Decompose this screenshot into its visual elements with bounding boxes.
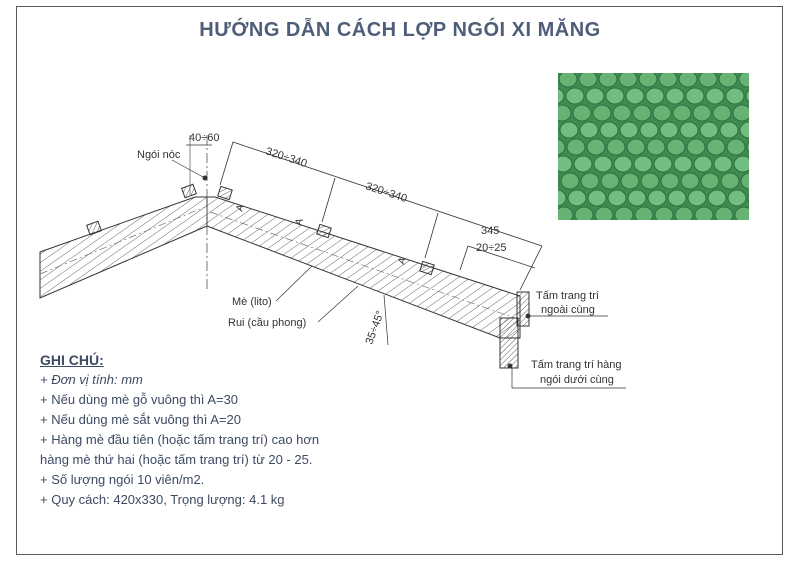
dim-spacing-1: 320÷340 bbox=[264, 145, 309, 171]
roof-tile bbox=[566, 88, 584, 104]
roof-tile bbox=[641, 173, 659, 189]
roof-tile bbox=[660, 122, 678, 138]
roof-tile bbox=[661, 173, 679, 189]
roof-tile bbox=[558, 105, 571, 121]
note-line: + Đơn vị tính: mm bbox=[40, 372, 143, 387]
roof-tile bbox=[659, 73, 677, 87]
roof-tile bbox=[734, 156, 749, 172]
roof-tile bbox=[574, 156, 592, 172]
roof-tile bbox=[580, 122, 598, 138]
note-line: + Nếu dùng mè gỗ vuông thì A=30 bbox=[40, 392, 239, 407]
roof-tile bbox=[561, 173, 579, 189]
roof-tile bbox=[579, 73, 597, 87]
roof-tile bbox=[608, 190, 626, 206]
note-line: + Quy cách: 420x330, Trọng lượng: 4.1 kg bbox=[40, 492, 285, 507]
label-outer-trim: Tấm trang trí ngoài cùng bbox=[536, 290, 599, 316]
batten bbox=[182, 184, 197, 198]
roof-tile bbox=[667, 139, 685, 155]
roof-tile bbox=[728, 190, 746, 206]
notes-heading: GHI CHÚ: bbox=[40, 352, 104, 368]
dim-spacing-2: 320÷340 bbox=[364, 180, 409, 206]
roof-tile bbox=[699, 73, 717, 87]
roof-tile bbox=[693, 105, 711, 121]
roof-tile bbox=[620, 122, 638, 138]
roof-tile bbox=[560, 122, 578, 138]
roof-tile bbox=[586, 88, 604, 104]
roof-tile bbox=[719, 73, 737, 87]
label-lower-trim: Tấm trang trí hàng ngói dưới cùng bbox=[531, 359, 622, 386]
roof-tile bbox=[594, 156, 612, 172]
dim-eave-offset: 20÷25 bbox=[476, 242, 507, 254]
roof-tile bbox=[573, 105, 591, 121]
left-rafter bbox=[40, 197, 207, 298]
roof-tile bbox=[654, 156, 672, 172]
roof-tile bbox=[607, 139, 625, 155]
roof-tile bbox=[726, 88, 744, 104]
note-line: + Nếu dùng mè sắt vuông thì A=20 bbox=[40, 412, 241, 427]
lower-trim-board bbox=[500, 318, 518, 368]
roof-tile bbox=[599, 73, 617, 87]
roof-tile bbox=[588, 190, 606, 206]
roof-tile bbox=[708, 190, 726, 206]
roof-tile bbox=[647, 139, 665, 155]
roof-tile bbox=[627, 139, 645, 155]
label-batten: Mè (lito) bbox=[232, 296, 272, 308]
roof-tile bbox=[601, 173, 619, 189]
roof-tile bbox=[668, 190, 686, 206]
roof-tile bbox=[606, 88, 624, 104]
label-slope-angle: 35÷45° bbox=[363, 309, 387, 347]
mark-a: A bbox=[234, 203, 247, 213]
roof-tile bbox=[673, 105, 691, 121]
note-line: hàng mè thứ hai (hoặc tấm trang trí) từ 20 - 25. bbox=[40, 452, 313, 467]
roof-tile bbox=[558, 156, 572, 172]
note-line: + Số lượng ngói 10 viên/m2. bbox=[40, 472, 205, 487]
roof-tile bbox=[639, 73, 657, 87]
roof-tile bbox=[694, 156, 712, 172]
mark-a: A bbox=[293, 217, 306, 227]
outer-trim-board bbox=[517, 292, 529, 326]
batten bbox=[218, 186, 233, 199]
roof-tile bbox=[653, 105, 671, 121]
roof-tile bbox=[713, 105, 731, 121]
roof-tile bbox=[674, 156, 692, 172]
roof-tile bbox=[714, 156, 732, 172]
roof-tile bbox=[720, 122, 738, 138]
roof-tile bbox=[706, 88, 724, 104]
roof-tile bbox=[634, 156, 652, 172]
roof-tile bbox=[635, 207, 653, 220]
dim-eave-length: 345 bbox=[481, 225, 500, 237]
note-line: + Hàng mè đầu tiên (hoặc tấm trang trí) cao hơn bbox=[40, 432, 320, 447]
label-rafter: Rui (cầu phong) bbox=[228, 317, 307, 329]
roof-tile bbox=[613, 105, 631, 121]
roof-tile bbox=[655, 207, 673, 220]
roof-tile bbox=[675, 207, 693, 220]
roof-tile bbox=[615, 207, 633, 220]
roof-tile bbox=[646, 88, 664, 104]
notes-section bbox=[40, 350, 500, 510]
roof-tile bbox=[679, 73, 697, 87]
roof-tile bbox=[559, 73, 577, 87]
roof-tile bbox=[733, 105, 749, 121]
page-title: HƯỚNG DẪN CÁCH LỢP NGÓI XI MĂNG bbox=[199, 19, 601, 41]
roof-tile bbox=[707, 139, 725, 155]
roof-tile bbox=[626, 88, 644, 104]
roof-tile bbox=[681, 173, 699, 189]
roof-tile bbox=[568, 190, 586, 206]
label-ridge-tile: Ngói nóc bbox=[137, 149, 181, 161]
roof-tile bbox=[648, 190, 666, 206]
roof-tile bbox=[688, 190, 706, 206]
roof-tile bbox=[721, 173, 739, 189]
roof-tile bbox=[687, 139, 705, 155]
roof-tile bbox=[619, 73, 637, 87]
roof-tile bbox=[640, 122, 658, 138]
roof-tile bbox=[700, 122, 718, 138]
roof-tile bbox=[567, 139, 585, 155]
roof-tile bbox=[695, 207, 713, 220]
roof-tile bbox=[595, 207, 613, 220]
roof-tile bbox=[581, 173, 599, 189]
tile-roof-photo bbox=[558, 73, 749, 220]
roof-tile bbox=[701, 173, 719, 189]
dim-ridge-gap: 40÷60 bbox=[189, 132, 220, 144]
roof-tile bbox=[666, 88, 684, 104]
roof-tile bbox=[575, 207, 593, 220]
roof-tile bbox=[587, 139, 605, 155]
roof-tile bbox=[621, 173, 639, 189]
roof-tile bbox=[600, 122, 618, 138]
mark-a: A bbox=[396, 256, 409, 266]
roof-tile bbox=[628, 190, 646, 206]
roof-tile bbox=[686, 88, 704, 104]
roof-tile bbox=[614, 156, 632, 172]
roof-tile bbox=[633, 105, 651, 121]
roof-tile bbox=[680, 122, 698, 138]
roof-tile bbox=[593, 105, 611, 121]
roof-tile bbox=[715, 207, 733, 220]
roof-tile bbox=[727, 139, 745, 155]
